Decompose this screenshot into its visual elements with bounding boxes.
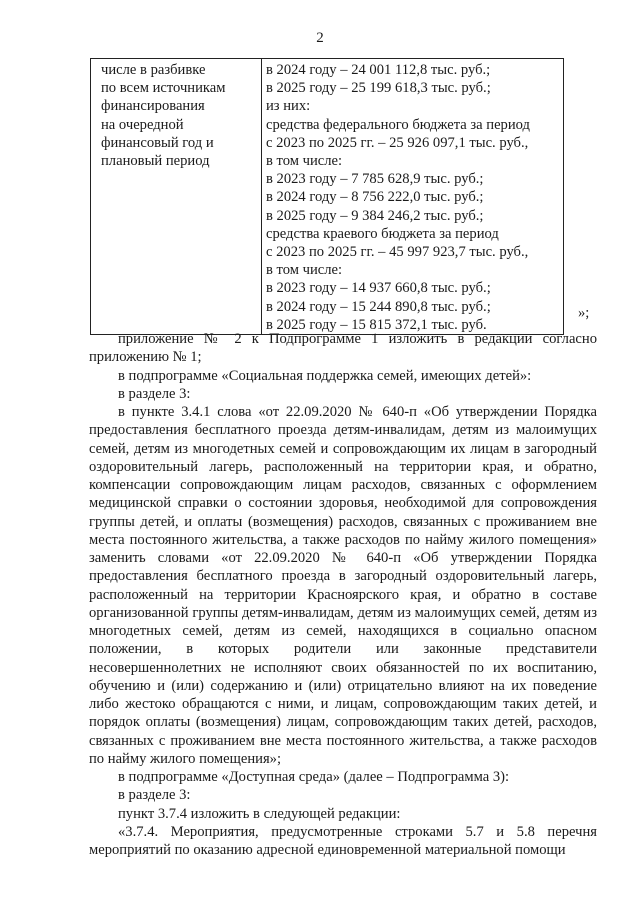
label-line: финансовый год и bbox=[101, 134, 214, 151]
financing-table bbox=[90, 58, 564, 335]
value-line: с 2023 по 2025 гг. – 25 926 097,1 тыс. руб., bbox=[266, 134, 529, 151]
document-body bbox=[89, 330, 597, 859]
table-value-cell bbox=[262, 59, 564, 335]
value-line: в 2025 году – 15 815 372,1 тыс. руб. bbox=[266, 316, 487, 333]
value-line: средства федерального бюджета за период bbox=[266, 116, 530, 133]
paragraph: приложение № 2 к Подпрограмме 1 изложить в редакции согласно приложению № 1; bbox=[89, 331, 597, 366]
label-line: плановый период bbox=[101, 153, 210, 170]
label-line: числе в разбивке bbox=[101, 62, 206, 78]
value-line: в 2025 году – 25 199 618,3 тыс. руб.; bbox=[266, 80, 491, 97]
value-line: в 2024 году – 15 244 890,8 тыс. руб.; bbox=[266, 298, 491, 315]
value-line: в том числе: bbox=[266, 262, 343, 279]
table-label-cell bbox=[91, 59, 262, 335]
value-line: в 2024 году – 8 756 222,0 тыс. руб.; bbox=[266, 189, 484, 206]
paragraph: пункт 3.7.4 изложить в следующей редакции: bbox=[118, 805, 401, 822]
value-line: в 2023 году – 7 785 628,9 тыс. руб.; bbox=[266, 171, 484, 188]
page-number: 2 bbox=[316, 30, 324, 46]
value-line: в 2023 году – 14 937 660,8 тыс. руб.; bbox=[266, 280, 491, 297]
label-line: финансирования bbox=[101, 98, 205, 115]
value-line: в 2025 году – 9 384 246,2 тыс. руб.; bbox=[266, 207, 484, 224]
label-line: по всем источникам bbox=[101, 80, 226, 97]
paragraph: в подпрограмме «Социальная поддержка семей, имеющих детей»: bbox=[118, 367, 532, 384]
label-line: на очередной bbox=[101, 116, 184, 133]
paragraph: в разделе 3: bbox=[118, 787, 191, 804]
value-line: с 2023 по 2025 гг. – 45 997 923,7 тыс. руб., bbox=[266, 244, 529, 261]
value-line: в том числе: bbox=[266, 153, 343, 170]
paragraph: в подпрограмме «Доступная среда» (далее – Подпрограмма 3): bbox=[118, 769, 510, 785]
value-line: из них: bbox=[266, 98, 311, 115]
value-line: средства краевого бюджета за период bbox=[266, 225, 499, 242]
paragraph: «3.7.4. Мероприятия, предусмотренные строками 5.7 и 5.8 перечня мероприятий по оказанию адресной единовременной материальной помощи bbox=[89, 823, 597, 858]
paragraph: в пункте 3.4.1 слова «от 22.09.2020 № 640-п «Об утверждении Порядка предоставления бесплатного проезда детям-инвалидам, детям из малоимущих семей, детям из многодетных семей и сопровождающим их лицам в загородный оздоровительный лагерь, расположенный на территории края, и обратно, компенсации сопровождающим лицам расходов, связанных с оформлением медицинской справки о состоянии здоровья, необходимой для сопровождения группы детей, и оплаты (возмещения) расходов, связанных с проживанием вне места постоянного жительства, а также расходов по найму жилого помещения» заменить словами «от 22.09.2020 № 640-п «Об утверждении Порядка предоставления бесплатного проезда в загородный оздоровительный лагерь, расположенный на территории Красноярского края, и обратно в составе организованной группы детям-инвалидам, детям из малоимущих семей, детям из многодетных семей, детям из семей, находящихся в социально опасном положении, в которых родители или законные представители несовершеннолетних не исполняют своих обязанностей по их воспитанию, обучению и (или) содержанию и (или) отрицательно влияют на их поведение либо жестоко обращаются с ними, и лицам, сопровождающим таких детей, и порядок оплаты (возмещения) лицам, сопровождающим таких детей, расходов, связанных с проживанием вне места постоянного жительства, а также расходов по найму жилого помещения»; bbox=[89, 404, 597, 767]
value-line: в 2024 году – 24 001 112,8 тыс. руб.; bbox=[266, 62, 491, 78]
paragraph: в разделе 3: bbox=[118, 385, 191, 402]
closing-quote: »; bbox=[578, 305, 590, 321]
